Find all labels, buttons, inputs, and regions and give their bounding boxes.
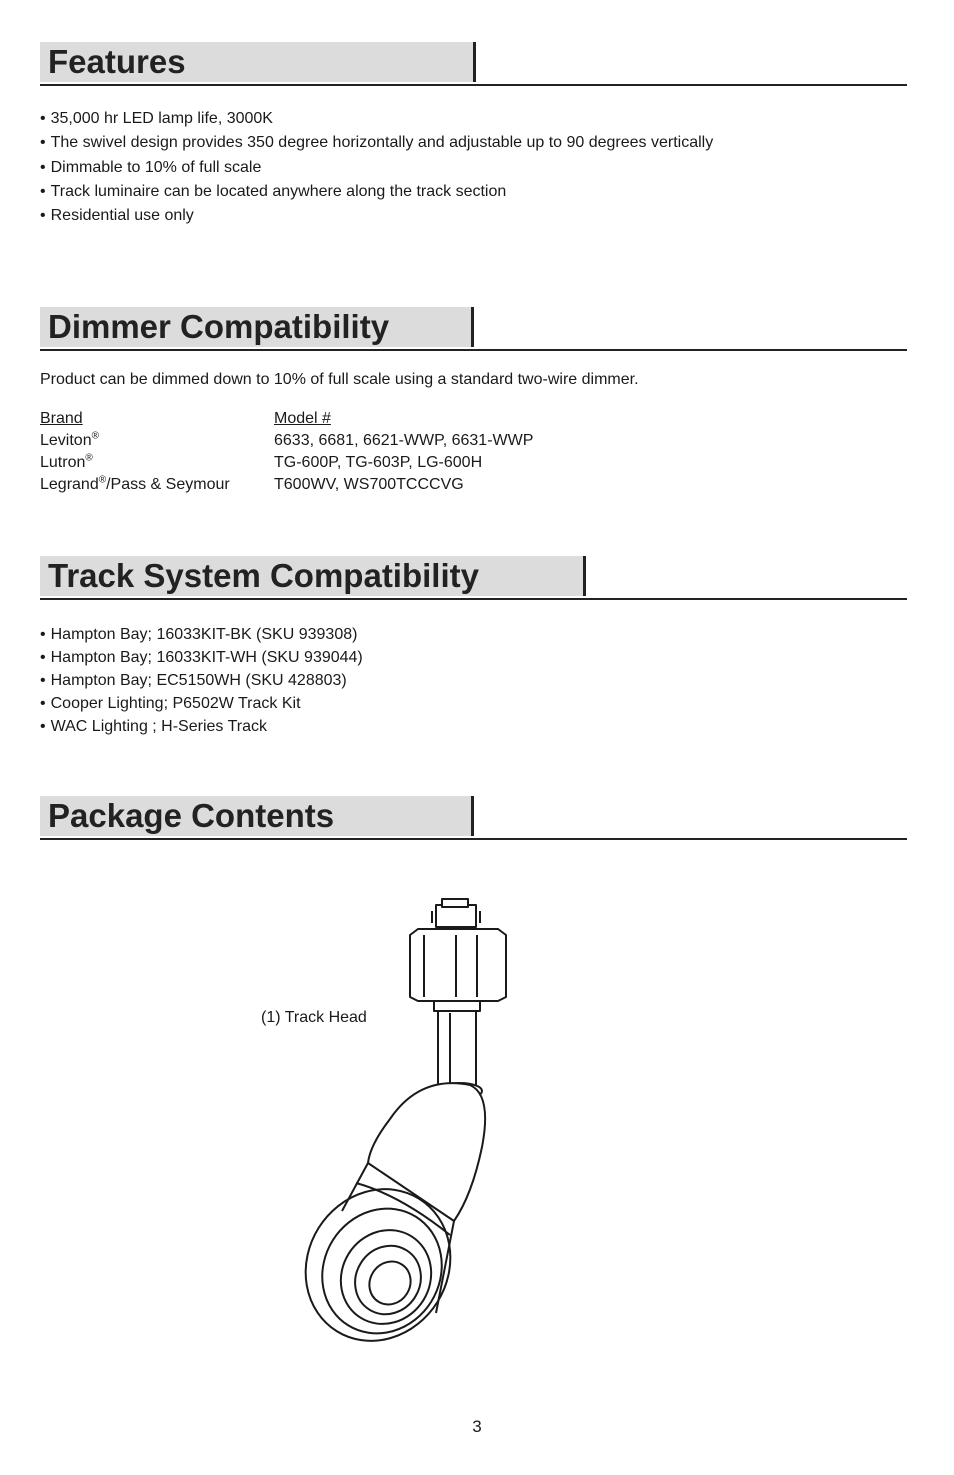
package-title-box	[40, 796, 474, 836]
model-cell: T600WV, WS700TCCCVG	[274, 476, 464, 493]
list-item: • The swivel design provides 350 degree horizontally and adjustable up to 90 degrees vertically	[40, 131, 713, 155]
features-title: Features	[48, 43, 186, 80]
brand-cell: Leviton	[40, 432, 92, 449]
table-row	[40, 430, 533, 452]
features-header	[40, 42, 907, 86]
registered-mark: ®	[98, 474, 107, 486]
track-title: Track System Compatibility	[48, 557, 479, 594]
registered-mark: ®	[91, 430, 99, 442]
dimmer-header	[40, 307, 907, 351]
brand-suffix: /Pass & Seymour	[106, 476, 230, 493]
model-cell: 6633, 6681, 6621-WWP, 6631-WWP	[274, 432, 534, 449]
dimmer-table	[40, 408, 533, 496]
track-head-illustration	[270, 895, 530, 1345]
brand-header: Brand	[40, 410, 83, 427]
list-item: • Hampton Bay; EC5150WH (SKU 428803)	[40, 669, 363, 692]
features-list	[40, 107, 713, 228]
list-item: • Hampton Bay; 16033KIT-BK (SKU 939308)	[40, 623, 363, 646]
brand-cell: Legrand	[40, 476, 99, 493]
track-head-label: (1) Track Head	[261, 1009, 367, 1026]
model-cell: TG-600P, TG-603P, LG-600H	[274, 454, 483, 471]
list-item: • Dimmable to 10% of full scale	[40, 156, 713, 180]
track-title-box	[40, 556, 586, 596]
package-header	[40, 796, 907, 840]
registered-mark: ®	[85, 452, 93, 464]
table-row	[40, 474, 533, 496]
list-item: • Cooper Lighting; P6502W Track Kit	[40, 692, 363, 715]
list-item: • Track luminaire can be located anywhere along the track section	[40, 180, 713, 204]
table-row	[40, 452, 533, 474]
list-item: • Hampton Bay; 16033KIT-WH (SKU 939044)	[40, 646, 363, 669]
dimmer-intro: Product can be dimmed down to 10% of full scale using a standard two-wire dimmer.	[40, 371, 639, 388]
list-item: • 35,000 hr LED lamp life, 3000K	[40, 107, 713, 131]
table-header-row	[40, 408, 533, 430]
dimmer-title: Dimmer Compatibility	[48, 308, 390, 345]
dimmer-title-box	[40, 307, 474, 347]
track-list	[40, 623, 363, 738]
list-item: • WAC Lighting ; H-Series Track	[40, 715, 363, 738]
features-title-box	[40, 42, 476, 82]
model-header: Model #	[274, 410, 331, 427]
brand-cell: Lutron	[40, 454, 86, 471]
list-item: • Residential use only	[40, 204, 713, 228]
package-title: Package Contents	[48, 797, 335, 834]
track-header	[40, 556, 907, 600]
page-number: 3	[472, 1417, 482, 1436]
